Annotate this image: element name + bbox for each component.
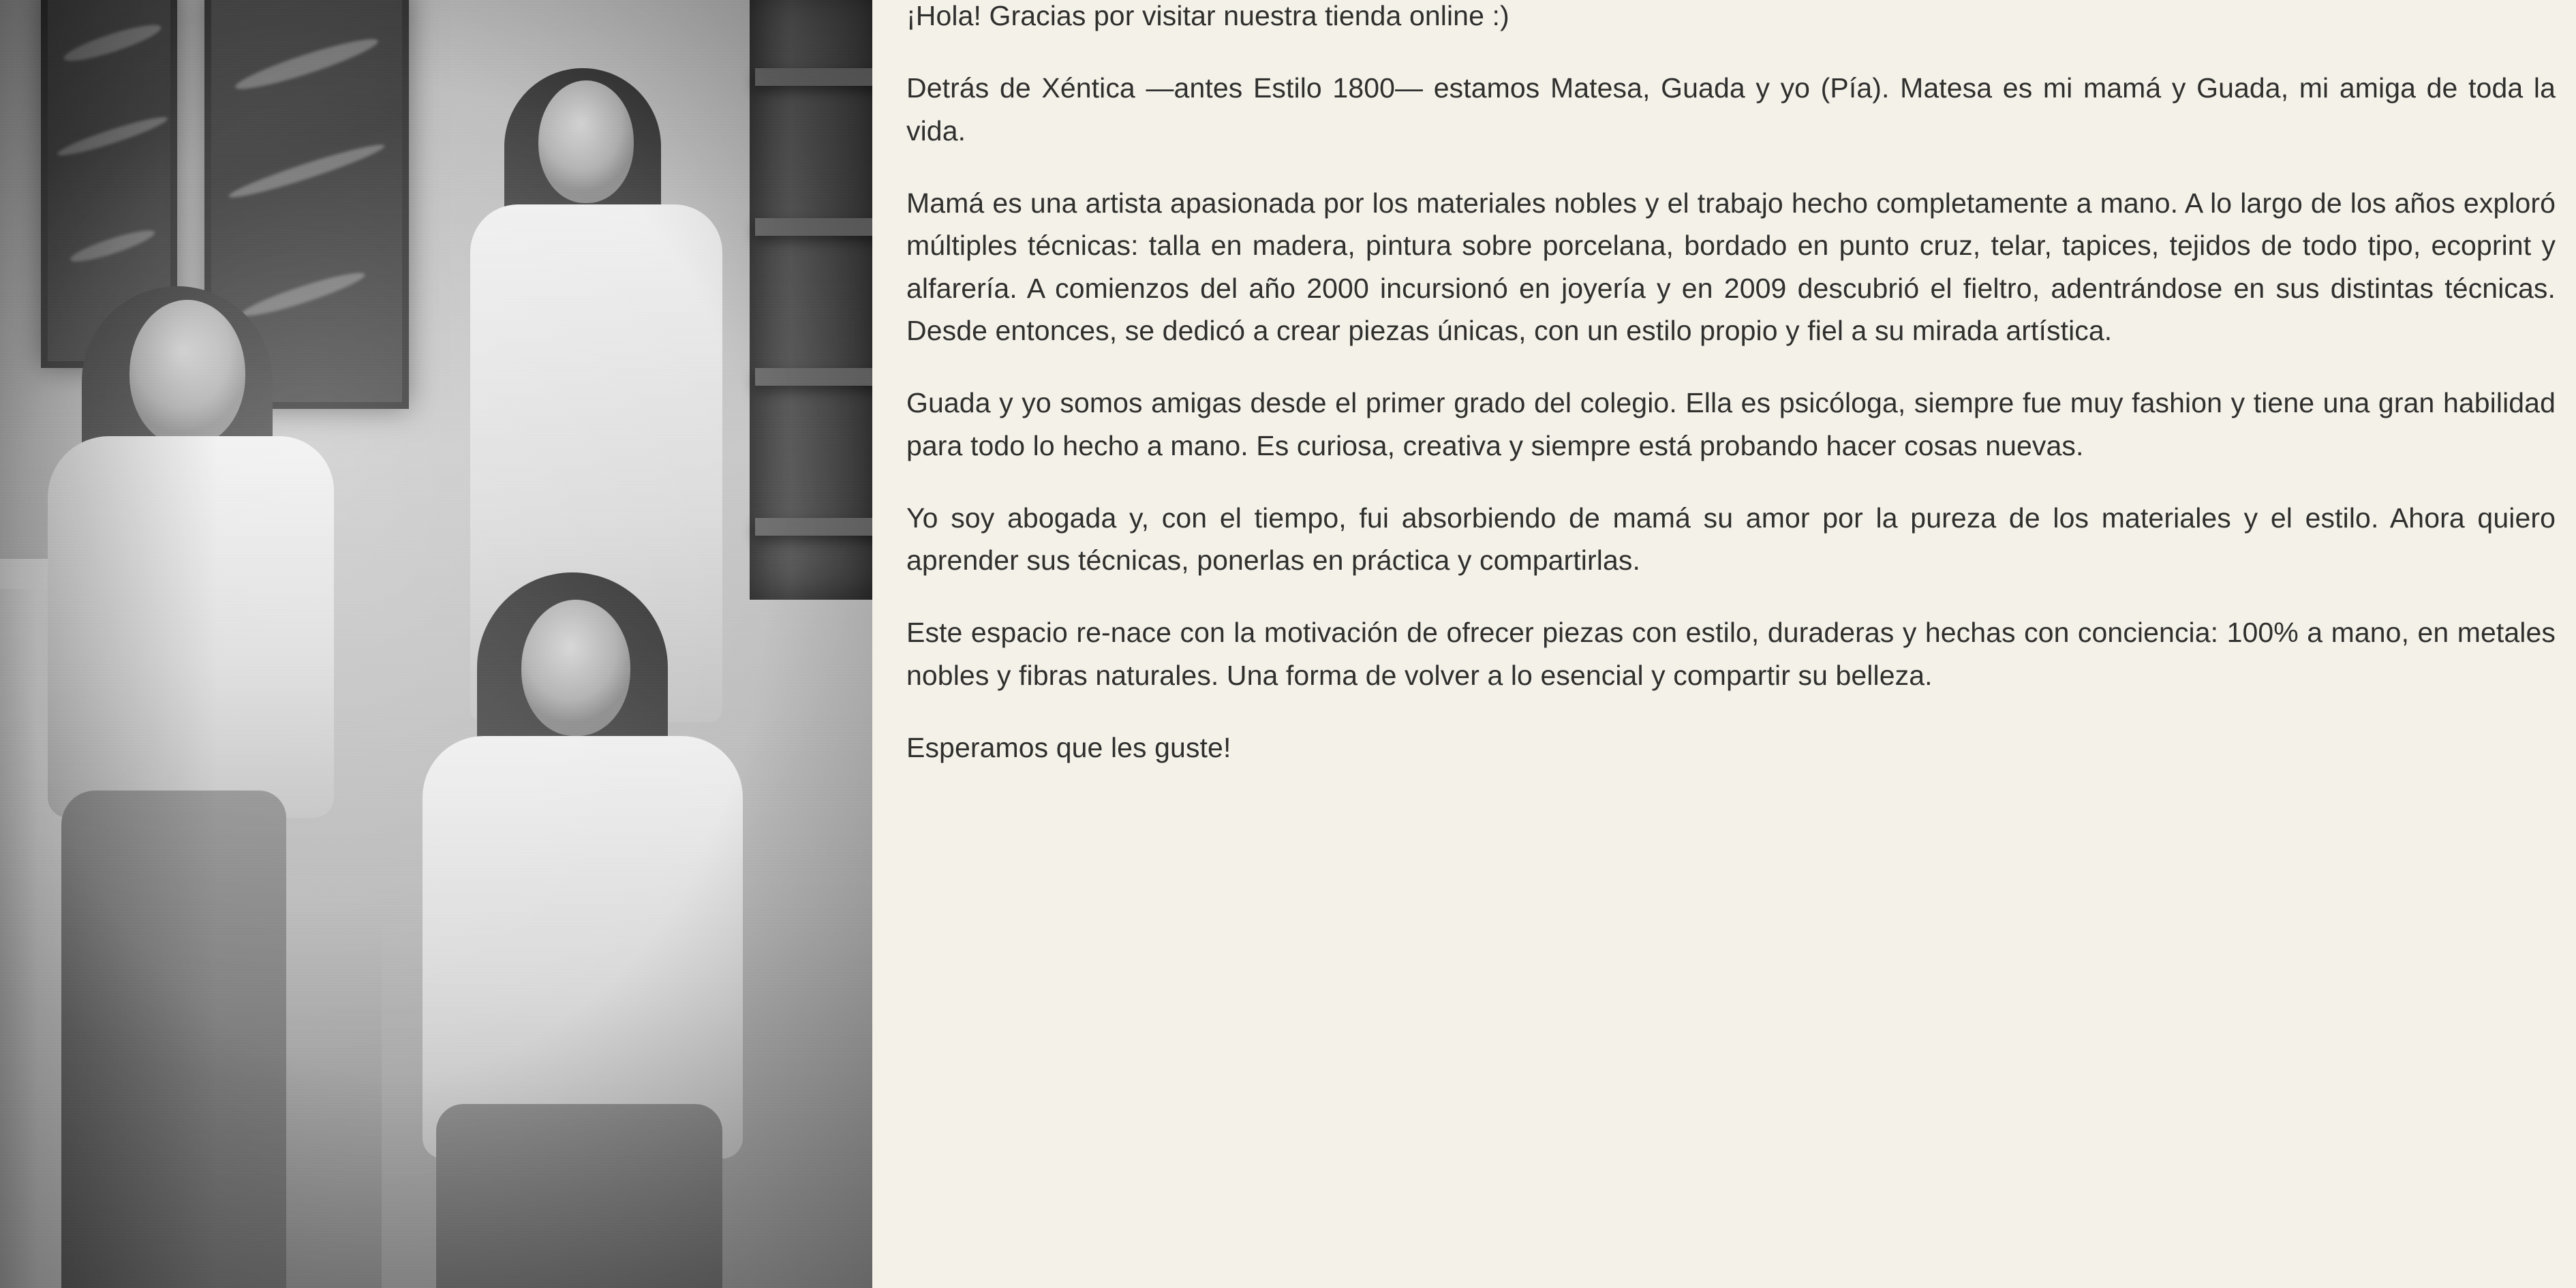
paragraph-mission: Este espacio re-nace con la motivación de ofrecer piezas con estilo, duraderas y hechas con conciencia: 100% a mano, en metales nobles y fibras naturales. Una forma de volver a lo esencial y compartir su belleza. bbox=[906, 617, 2556, 691]
paragraph-pia: Yo soy abogada y, con el tiempo, fui absorbiendo de mamá su amor por la pureza de los materiales y el estilo. Ahora quiero aprender sus técnicas, ponerlas en práctica y compartirlas. bbox=[906, 502, 2556, 577]
paragraph-guada: Guada y yo somos amigas desde el primer grado del colegio. Ella es psicóloga, siempre fue muy fashion y tiene una gran habilidad para todo lo hecho a mano. Es curiosa, creativa y siempre está probando hacer cosas nuevas. bbox=[906, 387, 2556, 461]
paragraph-greeting: ¡Hola! Gracias por visitar nuestra tienda online :) bbox=[906, 0, 1509, 31]
about-text-body bbox=[906, 0, 2556, 769]
photo-image bbox=[0, 0, 872, 1288]
photo-vignette bbox=[0, 0, 872, 1288]
paragraph-closing: Esperamos que les guste! bbox=[906, 732, 1231, 764]
paragraph-intro: Detrás de Xéntica —antes Estilo 1800— estamos Matesa, Guada y yo (Pía). Matesa es mi mamá y Guada, mi amiga de toda la vida. bbox=[906, 72, 2556, 147]
about-text-pane bbox=[872, 0, 2576, 1288]
paragraph-mama: Mamá es una artista apasionada por los materiales nobles y el trabajo hecho completamente a mano. A lo largo de los años exploró múltiples técnicas: talla en madera, pintura sobre porcelana, bordado en punto cruz, telar, tapices, tejidos de todo tipo, ecoprint y alfarería. A comienzos del año 2000 incursionó en joyería y en 2009 descubrió el fieltro, adentrándose en sus distintas técnicas. Desde entonces, se dedicó a crear piezas únicas, con un estilo propio y fiel a su mirada artística. bbox=[906, 187, 2556, 346]
about-photo bbox=[0, 0, 872, 1288]
